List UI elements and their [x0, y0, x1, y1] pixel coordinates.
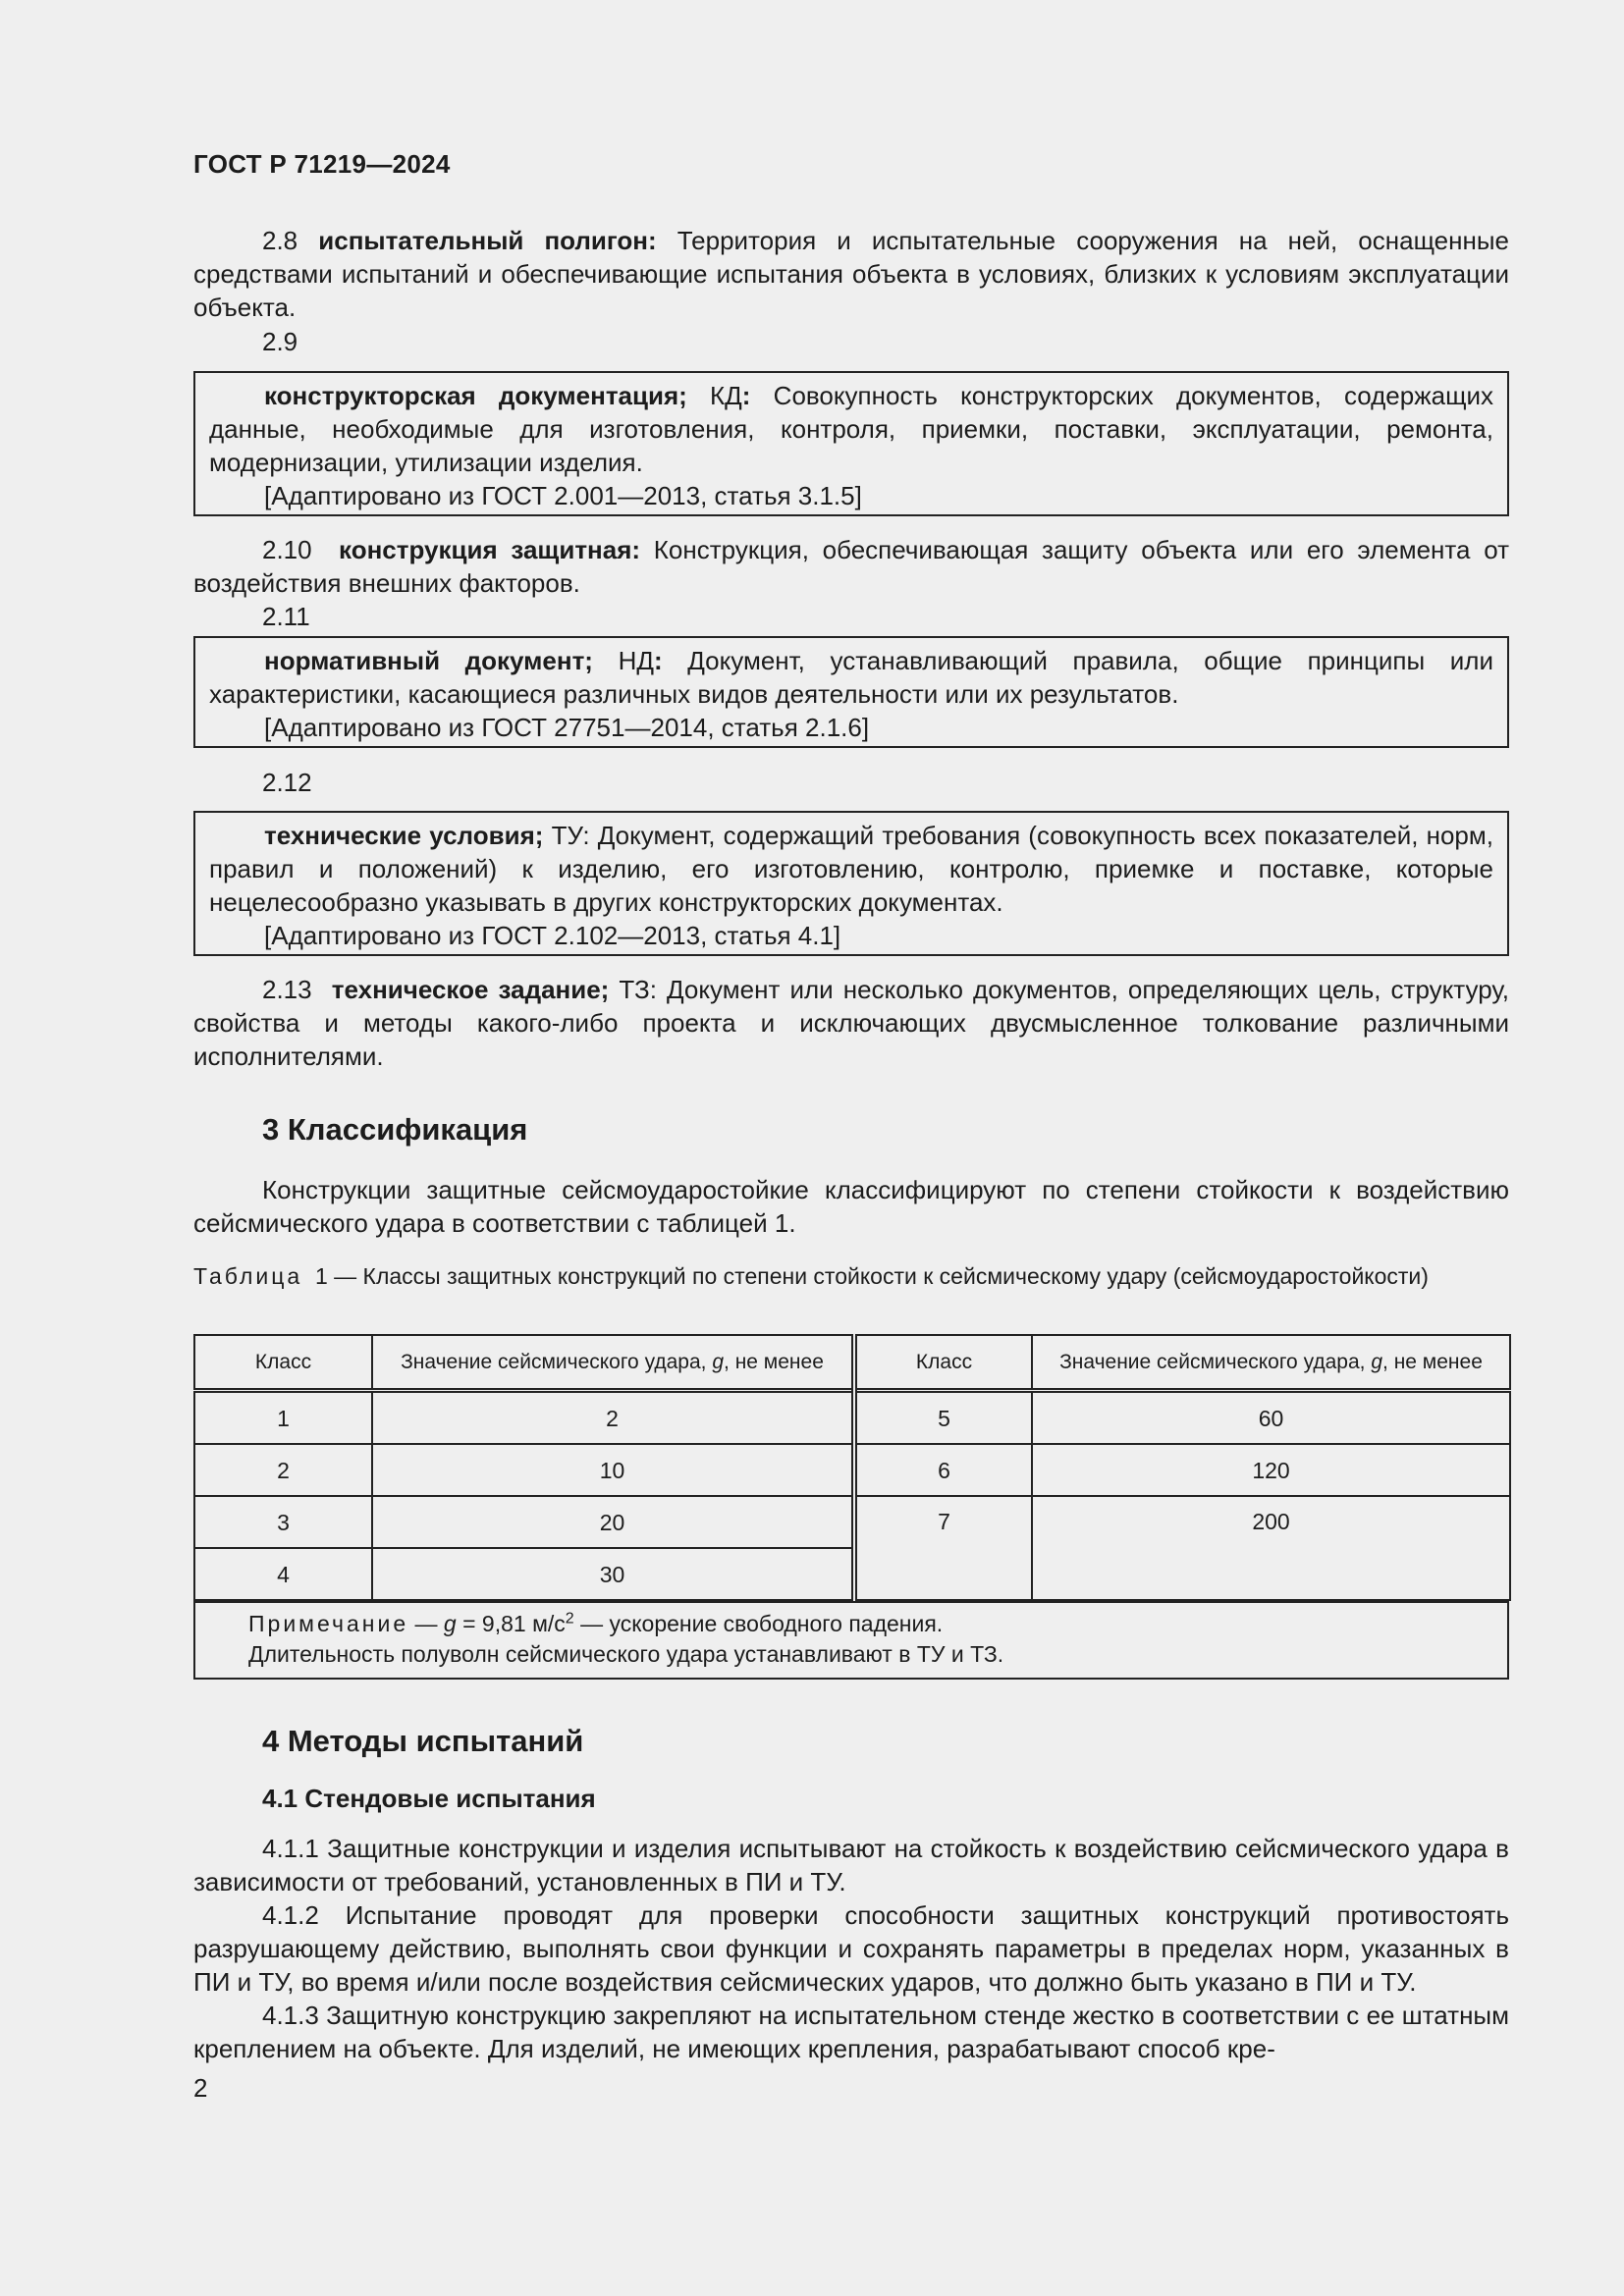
- table-row: [194, 1444, 1510, 1496]
- term-number: 2.12: [262, 768, 312, 797]
- term-abbr: ТУ:: [551, 821, 590, 850]
- term-name: испытательный полигон:: [318, 226, 657, 255]
- paragraph-4-1-3: 4.1.3 Защитную конструкцию закрепляют на испытательном стенде жестко в соответствии с ее штатным креплением на объекте. Для изделий, не имеющих крепления, разрабатывают способ кре-: [193, 2001, 1509, 2063]
- term-2-8: [193, 224, 1509, 324]
- cell-value: 30: [372, 1548, 854, 1600]
- term-abbr: НД: [618, 646, 654, 675]
- cell-class: 6: [854, 1444, 1032, 1496]
- term-colon: :: [741, 381, 751, 410]
- note-line-2: Длительность полуволн сейсмического удара устанавливают в ТУ и ТЗ.: [248, 1641, 1004, 1667]
- term-2-9: [193, 325, 1509, 358]
- subsection-4-1-title: 4.1 Стендовые испытания: [262, 1784, 596, 1813]
- term-2-13: [193, 973, 1509, 1073]
- term-name: нормативный документ;: [264, 646, 593, 675]
- table-caption-text: 1 — Классы защитных конструкций по степени стойкости к сейсмическому удару (сейсмоударостойкости): [314, 1263, 1429, 1289]
- term-number: 2.8: [262, 226, 298, 255]
- term-definition: Документ, содержащий требования (совокупность всех показателей, норм, правил и положений) к изделию, его изготовлению, контролю, приемке и поставке, которые нецелесообразно указывать в других конструкторских документах.: [209, 821, 1493, 917]
- term-2-10: [193, 533, 1509, 600]
- classification-table: [193, 1334, 1509, 1680]
- cell-value: 60: [1032, 1391, 1510, 1445]
- paragraph-4-1-2: 4.1.2 Испытание проводят для проверки способности защитных конструкций противостоять разрушающему действию, выполнять свои функции и сохранять параметры в пределах норм, указанных в ПИ и ТУ, во время и/или после воздействия сейсмических ударов, что должно быть указано в ПИ и ТУ.: [193, 1900, 1509, 1997]
- header-value: Значение сейсмического удара, g, не менее: [372, 1335, 854, 1391]
- term-name: технические условия;: [264, 821, 544, 850]
- section-3-paragraph: Конструкции защитные сейсмоударостойкие классифицируют по степени стойкости к воздействию сейсмического удара в соответствии с таблицей 1.: [193, 1175, 1509, 1238]
- cell-value: 120: [1032, 1444, 1510, 1496]
- table-caption-label: Таблица: [193, 1263, 303, 1289]
- term-definition: Конструкция, обеспечивающая защиту объекта или его элемента от воздействия внешних факторов.: [193, 535, 1509, 598]
- header-class: Класс: [854, 1335, 1032, 1391]
- term-definition: Совокупность конструкторских документов, содержащих данные, необходимые для изготовления, контроля, приемки, поставки, эксплуатации, ремонта, модернизации, утилизации изделия.: [209, 381, 1493, 477]
- term-name: техническое задание;: [331, 975, 610, 1004]
- paragraph-4-1-1: 4.1.1 Защитные конструкции и изделия испытывают на стойкость к воздействию сейсмического удара в зависимости от требований, установленных в ПИ и ТУ.: [193, 1834, 1509, 1896]
- section-4-body: [193, 1832, 1509, 2065]
- header-value: Значение сейсмического удара, g, не менее: [1032, 1335, 1510, 1391]
- term-number: 2.13: [262, 975, 312, 1004]
- cell-class: 4: [194, 1548, 372, 1600]
- document-code-header: ГОСТ Р 71219—2024: [193, 149, 451, 179]
- cell-class: 3: [194, 1496, 372, 1548]
- cell-class: 2: [194, 1444, 372, 1496]
- term-2-11-box: [193, 636, 1509, 748]
- term-definition: Документ, устанавливающий правила, общие принципы или характеристики, касающиеся различных видов деятельности или их результатов.: [209, 646, 1493, 709]
- cell-value: 200: [1032, 1496, 1510, 1600]
- term-name: конструкторская документация;: [264, 381, 687, 410]
- term-2-12: [193, 766, 1509, 799]
- term-abbr: ТЗ:: [619, 975, 657, 1004]
- cell-value: 10: [372, 1444, 854, 1496]
- table-note: [193, 1601, 1509, 1680]
- document-page: [193, 0, 1509, 2296]
- cell-class: 1: [194, 1391, 372, 1445]
- term-definition: Документ или несколько документов, определяющих цель, структуру, свойства и методы какого-либо проекта и исключающих двусмысленное толкование различными исполнителями.: [193, 975, 1509, 1071]
- term-2-12-box: [193, 811, 1509, 956]
- note-line-1: Примечание — g = 9,81 $м/с^2$ — ускорение свободного падения.: [248, 1610, 944, 1636]
- cell-class: 5: [854, 1391, 1032, 1445]
- cell-value: 20: [372, 1496, 854, 1548]
- header-class: Класс: [194, 1335, 372, 1391]
- table-header-row: [194, 1335, 1510, 1391]
- term-number: 2.9: [262, 327, 298, 356]
- cell-class: 7: [854, 1496, 1032, 1600]
- term-colon: :: [653, 646, 663, 675]
- table-row: [194, 1496, 1510, 1548]
- term-source: [Адаптировано из ГОСТ 2.102—2013, статья 4.1]: [264, 921, 841, 950]
- page-number: 2: [193, 2073, 208, 2103]
- cell-value: 2: [372, 1391, 854, 1445]
- table-row: [194, 1391, 1510, 1445]
- term-name: конструкция защитная:: [339, 535, 641, 564]
- term-abbr: КД: [710, 381, 742, 410]
- section-3-title: 3 Классификация: [262, 1112, 528, 1147]
- table-caption: [193, 1261, 1509, 1291]
- term-number: 2.11: [262, 602, 310, 631]
- term-source: [Адаптировано из ГОСТ 27751—2014, статья 2.1.6]: [264, 713, 870, 742]
- section-4-title: 4 Методы испытаний: [262, 1724, 584, 1758]
- term-source: [Адаптировано из ГОСТ 2.001—2013, статья 3.1.5]: [264, 481, 862, 510]
- term-2-11: [193, 600, 1509, 633]
- term-definition: Территория и испытательные сооружения на ней, оснащенные средствами испытаний и обеспечивающие испытания объекта в условиях, близких к условиям эксплуатации объекта.: [193, 226, 1510, 322]
- term-2-9-box: [193, 371, 1509, 516]
- term-number: 2.10: [262, 535, 312, 564]
